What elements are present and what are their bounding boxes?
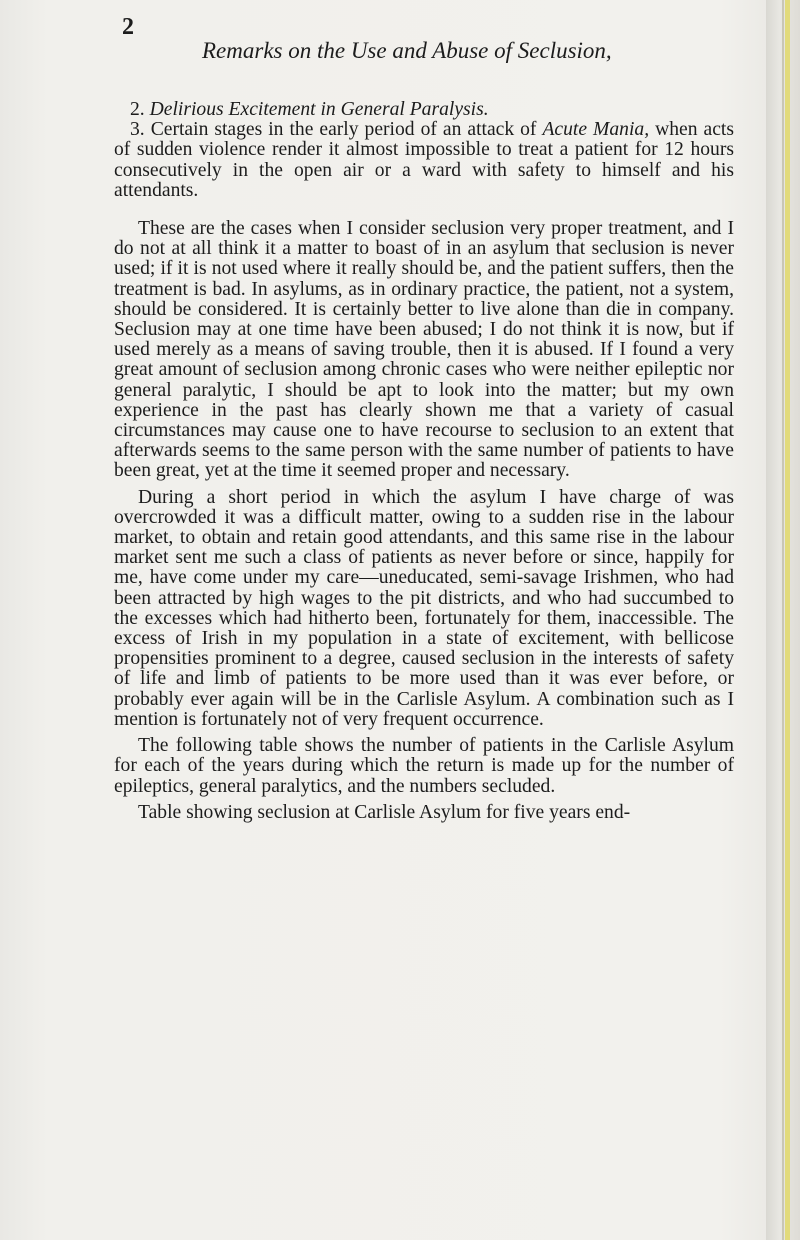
list-item-3 xyxy=(114,120,734,201)
paragraph-table-caption: Table showing seclusion at Carlisle Asylum for five years end- xyxy=(138,801,631,823)
list-item-2-number: 2. xyxy=(130,99,145,120)
paragraph-overcrowded: During a short period in which the asylum I have charge of was overcrowded it was a difficult matter, owing to a sudden rise in the labour market, to obtain and retain good attendants, and this same rise in the labour market sent me such a class of patients as never before or since, happily for me, have come under my care—uneducated, semi-savage Irishmen, who had been attracted by high wages to the pit districts, and who had succumbed to the excesses which had hitherto been, fortunately for them, inaccessible. The excess of Irish in my population in a state of excitement, with bellicose propensities prominent to a degree, caused seclusion in the interests of safety of life and limb of patients to be more used than it was ever before, or probably ever again will be in the Carlisle Asylum. A combination such as I mention is fortunately not of very frequent occurrence. xyxy=(114,486,734,730)
list-item-3-number: 3. xyxy=(130,119,145,141)
page-edge-highlight xyxy=(785,0,790,1240)
list-item-3-italic: Acute Mania, xyxy=(542,119,650,141)
binding-line xyxy=(782,0,784,1240)
list-item-3-text-pre: Certain stages in the early period of an attack of xyxy=(150,119,537,141)
body-text xyxy=(114,100,734,823)
page-number: 2 xyxy=(122,14,134,40)
running-title: Remarks on the Use and Abuse of Seclusion, xyxy=(202,38,612,63)
list-item-2-text: Delirious Excitement in General Paralysis. xyxy=(149,99,489,120)
paragraph-table-intro: The following table shows the number of patients in the Carlisle Asylum for each of the years during which the return is made up for the number of epileptics, general paralytics, and the numbers secluded. xyxy=(114,735,734,797)
list-item-2 xyxy=(114,100,734,120)
paragraph-seclusion-proper: These are the cases when I consider seclusion very proper treatment, and I do not at all think it a matter to boast of in an asylum that seclusion is never used; if it is not used where it really should be, and the patient suffers, then the treatment is bad. In asylums, as in ordinary practice, the patient, not a system, should be considered. It is certainly better to live alone than die in company. Seclusion may at one time have been abused; I do not think it is now, but if used merely as a means of saving trouble, then it is abused. If I found a very great amount of seclusion among chronic cases who were neither epileptic nor general paralytic, I should be apt to look into the matter; but my own experience in the past has clearly shown me that a variety of casual circumstances may cause one to have recourse to seclusion to an extent that afterwards seems to the same person with the same number of patients to have been great, yet at the time it seemed proper and necessary. xyxy=(114,218,734,482)
list-item-3-text-post: when acts of sudden violence render it almost impossible to treat a patient for 12 hours consecutively in the open air or a ward with safety to himself and his attendants. xyxy=(114,119,734,201)
